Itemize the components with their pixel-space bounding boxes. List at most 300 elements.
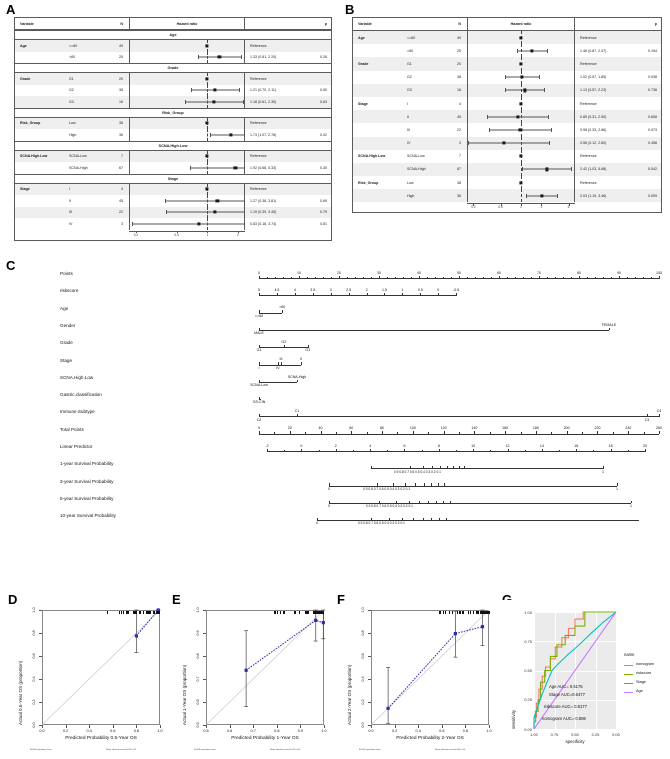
- point-estimate-marker: [545, 168, 548, 171]
- legend-label-nomogram: nomogram: [636, 662, 655, 666]
- nomogram-row-label-9: Total Points: [60, 426, 84, 432]
- cell-forest-area: [129, 40, 245, 52]
- cell-hazard-ratio: 0.56 (0.12, 2.60): [580, 141, 607, 146]
- nomogram-tick-label: 4: [369, 443, 372, 448]
- y-tick: [368, 725, 371, 726]
- nomogram-tick-label: -2: [265, 443, 269, 448]
- x-tick-label: 0.2: [62, 729, 69, 733]
- header-n: N: [120, 21, 123, 26]
- nomogram-row-label-4: Grade: [60, 340, 73, 346]
- cell-pvalue: 0.009: [648, 193, 657, 198]
- x-tick: [395, 725, 396, 728]
- cell-forest-area: [467, 176, 575, 189]
- x-tick-label: 0.6: [110, 729, 116, 733]
- nomogram-tick: [371, 518, 372, 521]
- y-tick-label: 0.2: [361, 699, 365, 705]
- nomogram-minor-tick: [427, 277, 428, 279]
- cell-forest-area: [467, 71, 575, 84]
- x-tick: [324, 725, 325, 728]
- nomogram-category-label: GS-CIN: [252, 400, 266, 405]
- y-tick-label: 0.5: [196, 722, 200, 728]
- ci-cap-upper: [551, 128, 552, 132]
- y-tick: [203, 725, 206, 726]
- rug-mark: [136, 611, 137, 614]
- point-estimate-marker: [519, 36, 522, 39]
- nomogram-tick: [474, 431, 475, 434]
- y-axis-label: Actual 2-Year OS (proportion): [347, 664, 352, 725]
- nomogram-tick-label: 2: [365, 287, 368, 292]
- nomogram-tick: [459, 466, 460, 469]
- nomogram-tick: [370, 449, 371, 452]
- table-row: [353, 84, 661, 97]
- cell-level: Low: [407, 180, 414, 185]
- y-tick-label: 0.0: [32, 722, 36, 728]
- footnote-left: B=200 repetitions, boot: [359, 749, 381, 751]
- cell-level: Low: [69, 121, 76, 126]
- nomogram-tick: [423, 518, 424, 521]
- ci-cap-lower: [132, 222, 133, 226]
- nomogram-tick: [419, 276, 420, 279]
- nomogram-tick: [297, 414, 298, 417]
- nomogram-tick: [281, 362, 282, 365]
- y-tick-label: 0.8: [32, 630, 36, 636]
- table-row: [15, 195, 331, 207]
- group-header-row: [15, 63, 331, 73]
- nomogram-minor-tick: [491, 277, 492, 279]
- auc-annotation-0: Age AUC= 0.5175: [549, 684, 583, 689]
- point-estimate-marker: [530, 49, 533, 52]
- x-tick-label: 0.8: [133, 729, 140, 733]
- group-title: Age: [169, 33, 177, 37]
- rug-mark: [149, 611, 150, 614]
- nomogram-minor-tick: [521, 432, 522, 434]
- point-estimate-marker: [205, 77, 208, 80]
- y-tick: [39, 702, 42, 703]
- nomogram-tick: [297, 380, 298, 383]
- nomogram-tick: [431, 483, 432, 486]
- nomogram-minor-tick: [323, 277, 324, 279]
- nomogram-minor-tick: [651, 277, 652, 279]
- nomogram-minor-tick: [515, 277, 516, 279]
- point-estimate-marker: [205, 44, 208, 47]
- rug-mark: [478, 611, 479, 614]
- nomogram-tick: [609, 328, 610, 331]
- nomogram-minor-tick: [305, 432, 306, 434]
- plot-frame: [371, 610, 489, 725]
- cell-hazard-ratio: Reference: [580, 101, 597, 106]
- nomogram-tick: [576, 449, 577, 452]
- table-row: [353, 163, 661, 176]
- nomogram-tick: [423, 466, 424, 469]
- ci-cap-upper: [547, 49, 548, 53]
- y-tick-label: 1.0: [32, 607, 36, 613]
- rug-mark: [121, 611, 122, 614]
- y-tick-label: 0.00: [524, 726, 532, 732]
- cell-n: 38: [119, 88, 123, 93]
- nomogram-tick-label: 2.5: [346, 287, 352, 292]
- point-estimate-marker: [519, 102, 522, 105]
- x-tick: [136, 725, 137, 728]
- nomogram-minor-tick: [563, 277, 564, 279]
- table-row: [353, 123, 661, 136]
- table-row: [15, 73, 331, 85]
- nomogram-category-label: SCNA-Low: [250, 383, 268, 387]
- nomogram-tick-label: 4: [293, 287, 296, 292]
- nomogram-tick: [413, 518, 414, 521]
- ci-cap-lower: [505, 75, 506, 79]
- x-tick-label: 0.75: [550, 732, 559, 737]
- nomogram-tick: [349, 293, 350, 296]
- x-tick-label: 0.25: [591, 732, 600, 737]
- x-tick-label: 0.4: [415, 729, 421, 733]
- legend-label-Age: Age: [636, 689, 643, 693]
- ci-cap-upper: [239, 88, 240, 92]
- nomogram-tick: [446, 518, 447, 521]
- cell-level: SCNA-High: [69, 165, 88, 170]
- nomogram-surv-zero: 0: [328, 486, 330, 491]
- nomogram-minor-tick: [275, 277, 276, 279]
- nomogram-tick: [453, 466, 454, 469]
- nomogram-row-label-12: 3-year Survival Probability: [60, 478, 114, 484]
- ci-cap-lower: [210, 133, 211, 137]
- table-row: [353, 31, 661, 44]
- cell-n: 67: [119, 165, 123, 170]
- cell-forest-area: [129, 96, 245, 108]
- nomogram-tick-label: 0: [300, 443, 303, 448]
- nomogram-tick-label: 1.5: [381, 287, 387, 292]
- nomogram-tick: [259, 293, 260, 296]
- nomogram-row-label-13: 5-year Survival Probability: [60, 495, 114, 501]
- nomogram-minor-tick: [483, 277, 484, 279]
- rug-mark: [119, 611, 120, 614]
- ci-cap-upper: [544, 88, 545, 92]
- cell-variable: Stage: [20, 187, 30, 192]
- nomogram-tick-label: 6: [403, 443, 406, 448]
- nomogram-tick: [371, 466, 372, 469]
- cell-level: SCNA-Low: [69, 154, 87, 159]
- rug-mark: [315, 611, 316, 614]
- nomogram-category-label: <=60: [254, 313, 264, 318]
- ci-cap-upper: [244, 222, 245, 226]
- cell-forest-area: [467, 189, 575, 202]
- cell-hazard-ratio: 1.19 (0.39, 3.40): [250, 210, 277, 215]
- nomogram-row-label-7: Gastric.classification: [60, 392, 102, 398]
- nomogram-minor-tick: [428, 432, 429, 434]
- nomogram-tick: [597, 431, 598, 434]
- x-tick-label: 1.0: [321, 729, 327, 733]
- legend-swatch-nomogram: [624, 665, 633, 666]
- forest-plot-univariate: [14, 17, 332, 241]
- table-header-row: [15, 18, 331, 30]
- nomogram-tick: [389, 518, 390, 521]
- y-tick: [368, 610, 371, 611]
- y-tick: [368, 633, 371, 634]
- cell-level: I: [69, 187, 70, 192]
- panel-label-f: F: [337, 592, 345, 607]
- nomogram-tick-label: 50: [457, 270, 461, 275]
- axis-row-wrapper: [15, 230, 331, 240]
- x-tick: [442, 725, 443, 728]
- rug-mark: [159, 611, 160, 614]
- nomogram-tick: [579, 276, 580, 279]
- nomogram-tick-label: 100: [656, 270, 662, 275]
- rug-mark: [143, 611, 144, 614]
- nomogram-tick-label: 60: [349, 426, 354, 431]
- nomogram-category-label: I: [258, 365, 260, 370]
- nomogram-minor-tick: [490, 432, 491, 434]
- nomogram-row-label-14: 10-year Survival Probability: [60, 513, 116, 519]
- nomogram-minor-tick: [315, 277, 316, 279]
- cell-n: 22: [457, 127, 461, 132]
- rug-mark: [158, 611, 159, 614]
- nomogram-category-label: II: [300, 357, 302, 362]
- nomogram-row-label-5: Stage: [60, 357, 73, 363]
- cell-hazard-ratio: 1.13 (0.57, 2.23): [580, 88, 607, 93]
- cell-pvalue: 0.456: [648, 141, 657, 146]
- nomogram-tick: [259, 362, 260, 365]
- x-tick-label: 0.0: [368, 729, 374, 733]
- table-row: [15, 162, 331, 174]
- nomogram-tick: [278, 362, 279, 365]
- group-header-row: [15, 174, 331, 184]
- nomogram-minor-tick: [387, 277, 388, 279]
- nomogram-minor-tick: [307, 277, 308, 279]
- header-hazard-area: [467, 18, 575, 30]
- nomogram-tick: [259, 310, 260, 313]
- rug-mark: [280, 611, 281, 614]
- nomogram-tick: [336, 449, 337, 452]
- table-row: [15, 52, 331, 64]
- nomogram-minor-tick: [643, 277, 644, 279]
- cell-variable: SCNA.High.Low: [358, 154, 386, 159]
- ci-cap-upper: [244, 199, 245, 203]
- nomogram-tick-label: 30: [377, 270, 381, 275]
- nomogram-tick: [611, 449, 612, 452]
- nomogram-category-label: G1: [256, 348, 262, 353]
- rug-mark: [445, 611, 446, 614]
- x-tick: [42, 725, 43, 728]
- nomogram-tick: [384, 293, 385, 296]
- y-tick-label: 0.7: [196, 676, 200, 682]
- cell-pvalue: 0.30: [320, 165, 327, 170]
- nomogram-tick: [647, 414, 648, 417]
- x-tick-label: 0.6: [226, 729, 233, 733]
- cell-hazard-ratio: 1.21 (0.70, 2.11): [250, 88, 277, 93]
- ci-cap-lower: [166, 210, 167, 214]
- nomogram-tick-label: 40: [318, 426, 323, 431]
- nomogram-tick: [499, 276, 500, 279]
- nomogram-tick: [317, 518, 318, 521]
- ci-cap-upper: [557, 194, 558, 198]
- nomogram-tick: [444, 431, 445, 434]
- nomogram-axis-1: [259, 295, 456, 296]
- x-tick-label: 0.0: [39, 729, 45, 733]
- nomogram-minor-tick: [331, 277, 332, 279]
- nomogram-tick-label: 1: [401, 287, 404, 292]
- rug-mark: [483, 611, 484, 614]
- table-row: [15, 40, 331, 52]
- cell-pvalue: 0.26: [320, 55, 327, 60]
- x-tick-label: 1.0: [486, 729, 492, 733]
- cell-n: 20: [457, 61, 461, 66]
- nomogram-category-label: C2: [256, 417, 262, 422]
- nomogram-tick-label: 80: [380, 426, 385, 431]
- cell-level: >60: [69, 55, 76, 60]
- ci-cap-upper: [243, 100, 244, 104]
- nomogram-tick: [393, 483, 394, 486]
- nomogram-tick: [382, 431, 383, 434]
- nomogram-minor-tick: [635, 277, 636, 279]
- nomogram-minor-tick: [547, 277, 548, 279]
- nomogram-tick: [567, 431, 568, 434]
- cell-level: High: [69, 132, 77, 137]
- ci-cap-lower: [517, 49, 518, 53]
- cell-hazard-ratio: 1.92 (0.68, 5.33): [250, 165, 277, 170]
- x-axis-label: Predicted Probability 0.5-Year OS: [65, 736, 137, 741]
- cell-level: G2: [407, 75, 412, 80]
- rug-mark: [126, 611, 127, 614]
- nomogram-tick: [339, 276, 340, 279]
- cell-pvalue: 0.808: [648, 114, 657, 119]
- nomogram-tick: [259, 380, 260, 383]
- cell-forest-area: [129, 162, 245, 174]
- point-estimate-marker: [520, 76, 523, 79]
- nomogram-minor-tick: [347, 277, 348, 279]
- nomogram-surv-end: 1: [602, 469, 604, 474]
- cell-n: 49: [119, 43, 123, 48]
- nomogram-minor-tick: [587, 277, 588, 279]
- cell-level: >60: [407, 48, 414, 53]
- nomogram-tick: [505, 431, 506, 434]
- rug-mark: [284, 611, 285, 614]
- nomogram-surv-end: 1: [630, 504, 632, 509]
- point-estimate-marker: [213, 100, 216, 103]
- nomogram-minor-tick: [467, 277, 468, 279]
- cell-forest-area: [129, 207, 245, 219]
- cell-hazard-ratio: Reference: [580, 154, 597, 159]
- cell-forest-area: [467, 31, 575, 44]
- rug-mark: [308, 611, 309, 614]
- y-tick-label: 0.2: [32, 699, 36, 705]
- nomogram-tick: [299, 276, 300, 279]
- nomogram-category-label: C1: [294, 409, 300, 414]
- nomogram-tick: [450, 501, 451, 504]
- cell-level: IV: [69, 221, 73, 226]
- nomogram-tick-label: 80: [577, 270, 581, 275]
- cell-hazard-ratio: Reference: [250, 43, 267, 48]
- point-estimate-marker: [218, 56, 221, 59]
- ci-cap-lower: [190, 166, 191, 170]
- cell-variable: SCNA.High.Low: [20, 154, 48, 159]
- x-tick-label: 1.00: [530, 732, 538, 737]
- nomogram-tick: [440, 466, 441, 469]
- nomogram-row-label-1: riskscore: [60, 288, 79, 294]
- rug-mark: [140, 611, 141, 614]
- x-tick-label: 1.0: [157, 729, 163, 733]
- table-row: [353, 137, 661, 150]
- x-tick: [206, 725, 207, 728]
- calibration-plot-half-year: [8, 600, 168, 755]
- rug-mark: [473, 611, 474, 614]
- y-tick: [368, 656, 371, 657]
- cell-hazard-ratio: 1.27 (0.38, 3.81): [250, 198, 277, 203]
- ci-cap-lower: [526, 194, 527, 198]
- nomogram-tick: [313, 293, 314, 296]
- nomogram-tick-label: 14: [539, 443, 544, 448]
- nomogram-tick-label: 140: [471, 426, 478, 431]
- x-tick-label: 0.6: [439, 729, 445, 733]
- y-tick: [39, 633, 42, 634]
- nomogram-tick: [379, 276, 380, 279]
- cell-n: 7: [459, 154, 461, 159]
- nomogram-tick-label: -0.5: [453, 287, 460, 292]
- header-hazard-area: [129, 18, 245, 29]
- cell-hazard-ratio: Reference: [250, 187, 267, 192]
- y-tick-label: 0.8: [361, 630, 365, 636]
- ci-cap-lower: [522, 167, 523, 171]
- nomogram-tick: [628, 431, 629, 434]
- footnote-right: Mean absolute error=0.023 n=74: [106, 749, 137, 751]
- header-hazard-ratio: Hazard ratio: [176, 21, 198, 26]
- nomogram-tick: [438, 483, 439, 486]
- cell-variable: Grade: [20, 76, 31, 81]
- nomogram-minor-tick: [283, 277, 284, 279]
- rug-mark: [443, 611, 444, 614]
- nomogram-tick: [377, 483, 378, 486]
- nomogram-minor-tick: [456, 450, 457, 452]
- nomogram-minor-tick: [525, 450, 526, 452]
- cell-forest-area: [129, 73, 245, 85]
- nomogram-minor-tick: [611, 277, 612, 279]
- rug-mark: [462, 611, 463, 614]
- nomogram-minor-tick: [551, 432, 552, 434]
- y-tick-label: 0.4: [32, 676, 36, 682]
- x-tick-label: 0.5: [203, 729, 209, 733]
- table-row: [353, 176, 661, 189]
- axis-tick-label: 1: [206, 232, 209, 237]
- nomogram-category-label: SCNA-High: [287, 374, 307, 379]
- nomogram-surv-labels: 0.9 0.8 0.7 0.6 0.5 0.4 0.3 0.2 0.1: [363, 486, 411, 491]
- nomogram-tick: [259, 431, 260, 434]
- nomogram-tick: [295, 293, 296, 296]
- auc-annotation-3: nomogram AUC= 0.886: [542, 716, 586, 721]
- rug-mark: [128, 611, 129, 614]
- cell-hazard-ratio: 2.42 (1.03, 5.68): [580, 167, 607, 172]
- rug-mark: [107, 611, 108, 614]
- cell-n: 20: [119, 76, 123, 81]
- rug-mark: [146, 611, 147, 614]
- calibration-plot-1-year: [172, 600, 332, 755]
- nomogram-tick-label: 220: [594, 426, 601, 431]
- cell-forest-area: [467, 150, 575, 163]
- rug-mark: [440, 611, 441, 614]
- table-row: [15, 96, 331, 108]
- nomogram-axis-3: [259, 330, 609, 331]
- ci-cap-lower: [191, 88, 192, 92]
- axis-area: [129, 230, 245, 240]
- point-estimate-marker: [519, 128, 522, 131]
- reference-line: [207, 129, 208, 141]
- nomogram-tick: [329, 501, 330, 504]
- legend-swatch-riskscore: [624, 674, 633, 675]
- cell-n: 25: [457, 48, 461, 53]
- nomogram-tick: [431, 518, 432, 521]
- rug-mark: [452, 611, 453, 614]
- table-row: [353, 44, 661, 57]
- nomogram-tick-label: 8: [437, 443, 440, 448]
- nomogram-minor-tick: [627, 277, 628, 279]
- nomogram-minor-tick: [582, 432, 583, 434]
